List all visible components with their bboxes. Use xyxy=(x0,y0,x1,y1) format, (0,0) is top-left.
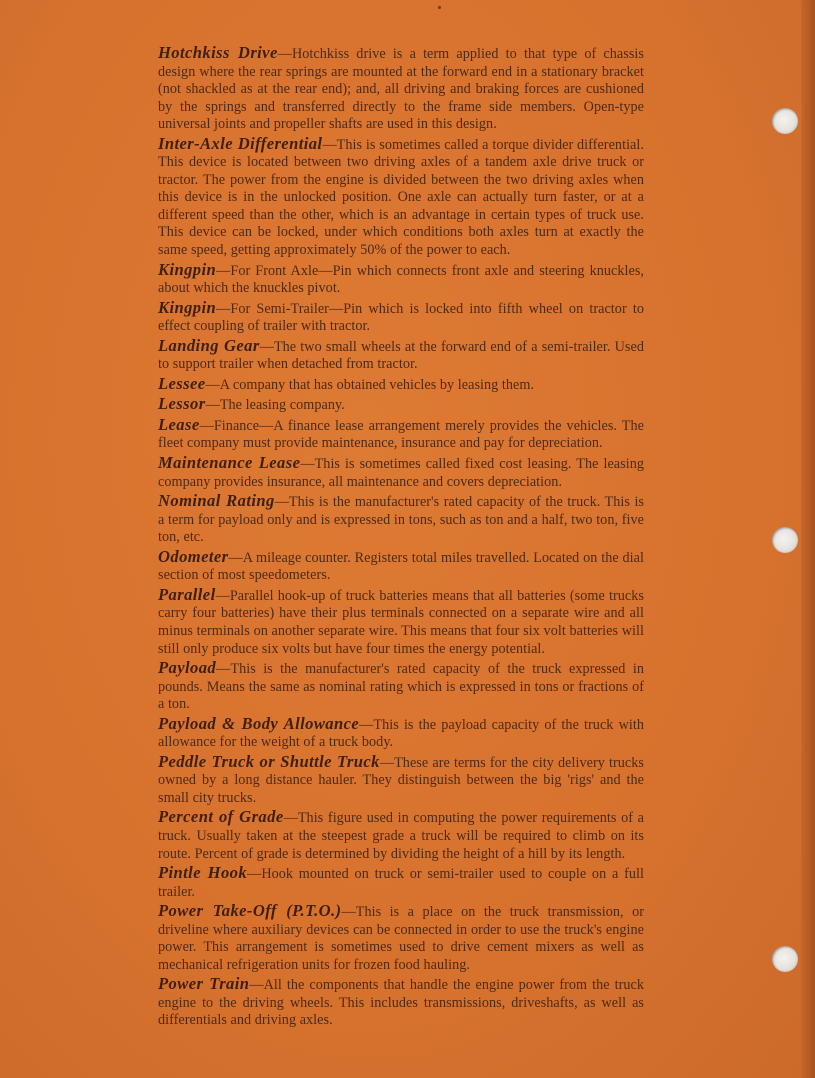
glossary-definition: —These are terms for the city delivery trucks owned by a long distance hauler. They distinguish between the big 'rigs' and the small city trucks. xyxy=(158,754,644,806)
glossary-definition: —For Front Axle—Pin which connects front axle and steering knuckles, about which the knuckles pivot. xyxy=(158,262,644,297)
glossary-term: Lessee xyxy=(158,373,206,393)
glossary-definition: —Finance—A finance lease arrangement merely provides the vehicles. The fleet company must provide maintenance, insurance and pay for depreciation. xyxy=(158,417,644,452)
glossary-entry xyxy=(158,416,644,453)
glossary-term: Payload & Body Allowance xyxy=(158,713,360,733)
glossary-definition: —This is the payload capacity of the truck with allowance for the weight of a truck body. xyxy=(158,716,644,751)
glossary-entry xyxy=(158,395,644,415)
glossary-definition: —This is a place on the truck transmission, or driveline where auxiliary devices can be connected in order to use the truck's engine power. This arrangement is sometimes used to drive cement mixers as well as mechanical refrigeration units for frozen food hauling. xyxy=(158,904,644,973)
glossary-term: Nominal Rating xyxy=(158,491,275,511)
paper-speck xyxy=(438,6,441,9)
glossary-entry xyxy=(158,135,644,260)
glossary-definition: —A mileage counter. Registers total miles travelled. Located on the dial section of most speedometers. xyxy=(158,549,644,584)
glossary-entry xyxy=(158,548,644,585)
glossary-entry xyxy=(158,975,644,1030)
glossary-definition: —For Semi-Trailer—Pin which is locked into fifth wheel on tractor to effect coupling of trailer with tractor. xyxy=(158,300,644,335)
glossary-entry xyxy=(158,659,644,714)
glossary-column xyxy=(158,44,644,1031)
glossary-entry xyxy=(158,261,644,298)
glossary-entry xyxy=(158,808,644,863)
glossary-entry xyxy=(158,44,644,134)
punch-hole xyxy=(772,108,798,134)
glossary-term: Inter-Axle Differential xyxy=(158,133,323,153)
glossary-definition: —Hotchkiss drive is a term applied to that type of chassis design where the rear springs are mounted at the forward end in a stationary bracket (not shackled as at the rear end); and, all driving and braking forces are cushioned by the springs and transferred directly to the frame side members. Open-type universal joints and propeller shafts are used in this design. xyxy=(158,46,644,133)
glossary-definition: —This is the manufacturer's rated capacity of the truck expressed in pounds. Means the same as nominal rating which is expressed in tons or fractions of a ton. xyxy=(158,661,644,713)
glossary-term: Maintenance Lease xyxy=(158,453,301,473)
glossary-entry xyxy=(158,454,644,491)
glossary-term: Power Take-Off (P.T.O.) xyxy=(158,901,342,921)
glossary-definition: —This is sometimes called fixed cost leasing. The leasing company provides insurance, all maintenance and covers depreciation. xyxy=(158,456,644,490)
glossary-term: Kingpin xyxy=(158,297,217,317)
glossary-definition: —This figure used in computing the power requirements of a truck. Usually taken at the steepest grade a truck will be required to climb on its route. Percent of grade is determined by dividing the height of a hill by its length. xyxy=(158,810,644,862)
glossary-term: Parallel xyxy=(158,584,216,604)
glossary-term: Payload xyxy=(158,658,217,678)
glossary-entry xyxy=(158,375,644,395)
glossary-term: Landing Gear xyxy=(158,335,260,355)
glossary-term: Percent of Grade xyxy=(158,807,284,827)
glossary-term: Lease xyxy=(158,414,200,434)
glossary-entry xyxy=(158,299,644,336)
glossary-definition: —Hook mounted on truck or semi-trailer used to couple on a full trailer. xyxy=(158,866,644,900)
punch-hole xyxy=(772,527,798,553)
glossary-definition: —The leasing company. xyxy=(205,397,345,414)
glossary-definition: —All the components that handle the engine power from the truck engine to the driving wheels. This includes transmissions, driveshafts, as well as differentials and driving axles. xyxy=(158,977,644,1029)
glossary-definition: —Parallel hook-up of truck batteries means that all batteries (some trucks carry four batteries) have their plus terminals connected on a separate wire and all minus terminals on another separate wire. This means that four six volt batteries will still only produce six volts but have four times the energy potential. xyxy=(158,587,644,657)
glossary-definition: —This is sometimes called a torque divider differential. This device is located between two driving axles of a tandem axle drive truck or tractor. The power from the engine is divided between the two driving axles when this device is in the unlocked position. One axle can actually turn faster, or at a different speed than the other, which is an advantage in certain types of truck use. This device can be locked, under which conditions both axles turn at exactly the same speed, getting approximately 50% of the power to each. xyxy=(158,136,644,259)
glossary-term: Kingpin xyxy=(158,259,217,279)
glossary-entry xyxy=(158,586,644,658)
glossary-entry xyxy=(158,753,644,808)
glossary-term: Hotchkiss Drive xyxy=(158,43,278,62)
glossary-entry xyxy=(158,864,644,901)
glossary-definition: —A company that has obtained vehicles by leasing them. xyxy=(205,376,535,393)
glossary-term: Power Train xyxy=(158,974,250,994)
glossary-entry xyxy=(158,902,644,974)
punch-hole xyxy=(772,946,798,972)
glossary-entry xyxy=(158,715,644,752)
glossary-term: Peddle Truck or Shuttle Truck xyxy=(158,751,380,771)
page-edge xyxy=(801,0,815,1078)
glossary-term: Lessor xyxy=(158,394,206,414)
glossary-definition: —This is the manufacturer's rated capacity of the truck. This is a term for payload only and is expressed in tons, such as ton and a half, two ton, five ton, etc. xyxy=(158,494,645,546)
glossary-term: Pintle Hook xyxy=(158,863,248,883)
glossary-entry xyxy=(158,337,644,374)
glossary-definition: —The two small wheels at the forward end of a semi-trailer. Used to support trailer when detached from tractor. xyxy=(158,338,644,373)
glossary-entry xyxy=(158,492,644,547)
glossary-term: Odometer xyxy=(158,546,229,566)
